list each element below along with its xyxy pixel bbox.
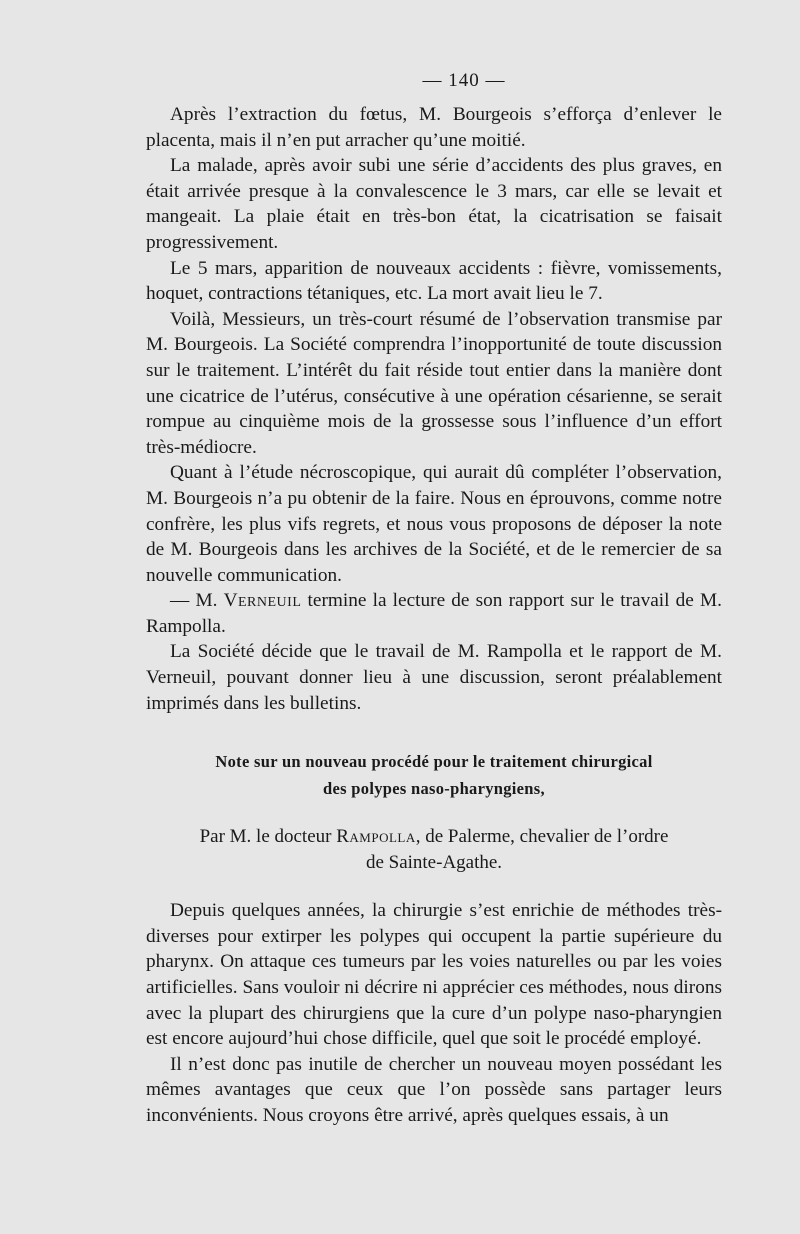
paragraph: La Société décide que le travail de M. Rampolla et le rapport de M. Verneuil, pouvant donner lieu à une discussion, seront préalablement imprimés dans les bulletins. — [146, 641, 722, 714]
paragraph-rest: termine la lecture de son rapport sur le travail de M. Rampolla. — [146, 590, 722, 637]
byline-line — [146, 824, 722, 850]
paragraph: La malade, après avoir subi une série d’accidents des plus graves, en était arrivée presque à la convalescence le 3 mars, car elle se levait et mangeait. La plaie était en très-bon état, la cicatrisation se faisait progressivement. — [146, 155, 722, 253]
paragraph: Le 5 mars, apparition de nouveaux accidents : fièvre, vomissements, hoquet, contractions tétaniques, etc. La mort avait lieu le 7. — [146, 257, 722, 305]
byline-suffix: , de Palerme, chevalier de l’ordre — [415, 826, 669, 848]
page-number: — 140 — — [422, 70, 506, 91]
note-title-line: des polypes naso-pharyngiens, — [323, 779, 545, 799]
byline — [146, 824, 722, 876]
author-name: Rampolla — [336, 826, 416, 848]
dash-prefix: — M. — [170, 590, 224, 612]
paragraph: Depuis quelques années, la chirurgie s’est enrichie de méthodes très-diverses pour extirper les polypes qui occupent la partie supérieure du pharynx. On attaque ces tumeurs par les voies naturelles ou par les voies artificielles. Sans vouloir ni décrire ni apprécier ces méthodes, nous dirons avec la plupart des chirurgiens que la cure d’un polype naso-pharyngien est encore aujourd’hui chose difficile, quel que soit le procédé employé. — [146, 900, 722, 1050]
paragraph: Quant à l’étude nécroscopique, qui aurait dû compléter l’observation, M. Bourgeois n’a pu obtenir de la faire. Nous en éprouvons, comme notre confrère, les plus vifs regrets, et nous vous proposons de déposer la note de M. Bourgeois dans les archives de la Société, et de le remercier de sa nouvelle communication. — [146, 462, 722, 586]
speaker-name: Verneuil — [223, 590, 302, 612]
byline-prefix: Par M. le docteur — [199, 826, 337, 848]
paragraph: Voilà, Messieurs, un très-court résumé de l’observation transmise par M. Bourgeois. La Société comprendra l’inopportunité de toute discussion sur le traitement. L’intérêt du fait réside tout entier dans la manière dont une cicatrice de l’utérus, consécutive à une opération césarienne, se serait rompue au cinquième mois de la grossesse sous l’influence d’un effort très-médiocre. — [146, 308, 722, 458]
paragraph: Il n’est donc pas inutile de chercher un nouveau moyen possédant les mêmes avantages que ceux que l’on possède sans partager leurs inconvénients. Nous croyons être arrivé, après quelques essais, à un — [146, 1053, 722, 1126]
note-title — [146, 748, 722, 802]
paragraph-verneuil — [146, 588, 722, 639]
note-title-line: Note sur un nouveau procédé pour le traitement chirurgical — [215, 752, 653, 772]
paragraph: Après l’extraction du fœtus, M. Bourgeois s’efforça d’enlever le placenta, mais il n’en put arracher qu’une moitié. — [146, 104, 722, 151]
byline-line2: de Sainte-Agathe. — [365, 852, 503, 874]
